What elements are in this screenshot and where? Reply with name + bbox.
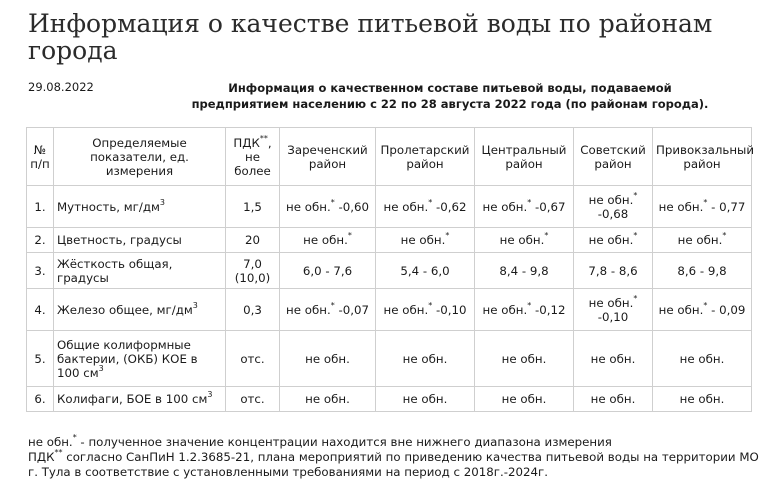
- row-number: 5.: [27, 331, 54, 387]
- district-value: 7,8 - 8,6: [574, 253, 653, 289]
- table-row: [27, 186, 752, 228]
- district-value: не обн.* - 0,77: [653, 186, 752, 228]
- header-param: Определяемые показатели, ед. измерения: [54, 128, 226, 186]
- district-value: не обн.: [376, 387, 475, 412]
- parameter-name: Жёсткость общая, градусы: [54, 253, 226, 289]
- caption-line-1: Информация о качественном составе питьевой воды, подаваемой: [228, 81, 672, 95]
- district-value: не обн.* -0,07: [280, 289, 376, 331]
- district-value: не обн.*: [574, 228, 653, 253]
- pdk-value: 1,5: [226, 186, 280, 228]
- row-number: 3.: [27, 253, 54, 289]
- header-num: № п/п: [27, 128, 54, 186]
- district-value: не обн.: [653, 331, 752, 387]
- publish-date: 29.08.2022: [28, 80, 94, 94]
- header-district-proletarsky: Пролетарский район: [376, 128, 475, 186]
- district-value: 6,0 - 7,6: [280, 253, 376, 289]
- header-district-privokzalny: Привокзальный район: [653, 128, 752, 186]
- district-value: не обн.* -0,62: [376, 186, 475, 228]
- footnotes: [28, 435, 768, 480]
- table-caption: [150, 80, 750, 112]
- pdk-value: отс.: [226, 387, 280, 412]
- district-value: не обн.*: [475, 228, 574, 253]
- table-row: [27, 253, 752, 289]
- district-value: 5,4 - 6,0: [376, 253, 475, 289]
- pdk-value: 7,0 (10,0): [226, 253, 280, 289]
- header-district-tsentralny: Центральный район: [475, 128, 574, 186]
- parameter-name: Цветность, градусы: [54, 228, 226, 253]
- parameter-name: Мутность, $мг/дм^3$: [54, 186, 226, 228]
- district-value: 8,6 - 9,8: [653, 253, 752, 289]
- district-value: не обн.: [376, 331, 475, 387]
- header-pdk: ПДК**, не более: [226, 128, 280, 186]
- district-value: не обн.: [574, 387, 653, 412]
- pdk-value: отс.: [226, 331, 280, 387]
- district-value: не обн.: [653, 387, 752, 412]
- district-value: не обн.*: [376, 228, 475, 253]
- district-value: не обн.* -0,68: [574, 186, 653, 228]
- district-value: не обн.* -0,12: [475, 289, 574, 331]
- district-value: не обн.* -0,10: [574, 289, 653, 331]
- district-value: не обн.* - 0,09: [653, 289, 752, 331]
- row-number: 1.: [27, 186, 54, 228]
- district-value: не обн.: [280, 387, 376, 412]
- pdk-value: 20: [226, 228, 280, 253]
- header-district-sovetsky: Советский район: [574, 128, 653, 186]
- district-value: не обн.*: [653, 228, 752, 253]
- district-value: не обн.* -0,60: [280, 186, 376, 228]
- page-title: Информация о качестве питьевой воды по районам города: [28, 9, 713, 65]
- footnote-not-detected: не обн.* - полученное значение концентрации находится вне нижнего диапазона измерения: [28, 433, 612, 449]
- table-row: [27, 387, 752, 412]
- district-value: не обн.: [574, 331, 653, 387]
- district-value: не обн.* -0,10: [376, 289, 475, 331]
- district-value: не обн.*: [280, 228, 376, 253]
- table-row: [27, 228, 752, 253]
- parameter-name: Железо общее, $мг/дм^3$: [54, 289, 226, 331]
- table-row: [27, 331, 752, 387]
- header-district-zarechensky: Зареченский район: [280, 128, 376, 186]
- header-row: [27, 128, 752, 186]
- district-value: не обн.: [475, 387, 574, 412]
- district-value: 8,4 - 9,8: [475, 253, 574, 289]
- parameter-name: Колифаги, БОЕ в 100 $см^3$: [54, 387, 226, 412]
- table-row: [27, 289, 752, 331]
- water-quality-table: [26, 127, 755, 412]
- parameter-name: Общие колиформные бактерии, (ОКБ) КОЕ в 100 $см^3$: [54, 331, 226, 387]
- caption-line-2: предприятием населению с 22 по 28 августа 2022 года (по районам города).: [191, 97, 709, 111]
- district-value: не обн.* -0,67: [475, 186, 574, 228]
- district-value: не обн.: [475, 331, 574, 387]
- row-number: 4.: [27, 289, 54, 331]
- footnote-pdk: ПДК** согласно СанПиН 1.2.3685-21, плана мероприятий по приведению качества питьевой воды на территории МО г. Тула в соответствие с установленными требованиями на период с 2018г.-2024г.: [28, 448, 759, 479]
- row-number: 6.: [27, 387, 54, 412]
- district-value: не обн.: [280, 331, 376, 387]
- row-number: 2.: [27, 228, 54, 253]
- pdk-value: 0,3: [226, 289, 280, 331]
